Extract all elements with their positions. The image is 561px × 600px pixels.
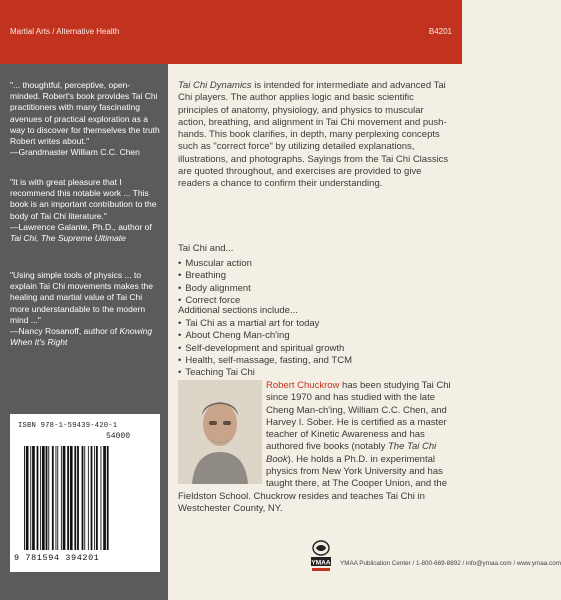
author-bio xyxy=(178,380,454,515)
list-item: • Health, self-massage, fasting, and TCM xyxy=(178,355,454,367)
bio-text-2: ). He holds a Ph.D. in experimental physics from New York University and has taught there, at The Cooper Union, and the Fieldston School. Chuckrow resides and teaches Tai Chi in Westchester County, NY. xyxy=(178,453,447,514)
quote-1-attribution: —Grandmaster William C.C. Chen xyxy=(10,147,140,158)
list-item: • Tai Chi as a martial art for today xyxy=(178,318,454,330)
list-item: • Teaching Tai Chi xyxy=(178,367,454,379)
sections-list xyxy=(178,318,454,379)
quote-3-book: Knowing When It's Right xyxy=(10,326,153,348)
quote-3 xyxy=(10,270,160,348)
topics-list xyxy=(178,258,454,307)
barcode-bars xyxy=(22,446,152,550)
quote-2-author: —Lawrence Galante, Ph.D., author of xyxy=(10,221,152,232)
quote-2-book: Tai Chi, The Supreme Ultimate xyxy=(10,233,126,244)
list-item: • Breathing xyxy=(178,270,454,282)
quote-1 xyxy=(10,80,160,158)
quote-3-attribution xyxy=(10,326,160,348)
author-name: Robert Chuckrow xyxy=(266,380,340,391)
barcode-addon: 54000 xyxy=(106,432,131,441)
author-portrait-icon xyxy=(178,380,262,484)
top-band xyxy=(0,0,462,64)
description-text: is intended for intermediate and advanced Tai Chi players. The author applies logic and basic scientific principles of anatomy, physiology, and physics to muscular action, breathing, and alignment in Tai Chi movement and push-hands. This book clarifies, in depth, many perplexing concepts such as "correct force" by utilizing detailed explanations, illustrations, and photographs. Sayings from the Tai Chi Classics are quoted throughout, and exercises are provided to give readers a chance to confirm their understanding. xyxy=(178,80,449,190)
category-label: Martial Arts / Alternative Health xyxy=(10,27,120,36)
list-item: • Muscular action xyxy=(178,258,454,270)
book-code: B4201 xyxy=(428,27,452,36)
isbn-text: ISBN 978-1-59439-420-1 xyxy=(18,422,118,430)
quote-3-author: —Nancy Rosanoff, author of xyxy=(10,326,120,337)
topics-heading: Tai Chi and... xyxy=(178,243,234,254)
list-item: • Body alignment xyxy=(178,283,454,295)
barcode-box xyxy=(10,414,160,572)
quote-3-text: "Using simple tools of physics ... to explain Tai Chi movements makes the healing and martial value of Tai Chi more understandable to the modern mind ..." xyxy=(10,270,153,325)
author-photo xyxy=(178,380,266,484)
quote-1-text: "... thoughtful, perceptive, open-minded. Robert's book provides Tai Chi practitioners with many fascinating avenues of practical exploration as a way to discover for themselves the truth Robert writes about." xyxy=(10,80,160,147)
quote-2 xyxy=(10,177,160,244)
logo-text: YMAA xyxy=(311,559,331,567)
quote-2-text: "It is with great pleasure that I recommend this notable work ... This book is an important contribution to the body of Tai Chi literature." xyxy=(10,177,157,221)
bio-book: The Tai Chi Book xyxy=(266,441,437,465)
list-item: • Correct force xyxy=(178,295,454,307)
list-item: • About Cheng Man-ch'ing xyxy=(178,330,454,342)
sections-heading: Additional sections include... xyxy=(178,305,298,316)
ymaa-logo-icon xyxy=(309,540,333,574)
quote-2-attribution xyxy=(10,222,160,244)
description-title: Tai Chi Dynamics xyxy=(178,80,252,91)
list-item: • Self-development and spiritual growth xyxy=(178,343,454,355)
ean-number: 9 781594 394201 xyxy=(14,553,100,563)
description xyxy=(178,80,454,191)
bio-text-1: has been studying Tai Chi since 1970 and has studied with the late Cheng Man-ch'ing, William C.C. Chen, and Harvey I. Sober. He is certified as a master teacher of Kinetic Awareness and has authored five books (notably xyxy=(266,380,451,453)
publisher-line: YMAA Publication Center / 1-800-669-8892 / info@ymaa.com / www.ymaa.com xyxy=(340,560,561,567)
